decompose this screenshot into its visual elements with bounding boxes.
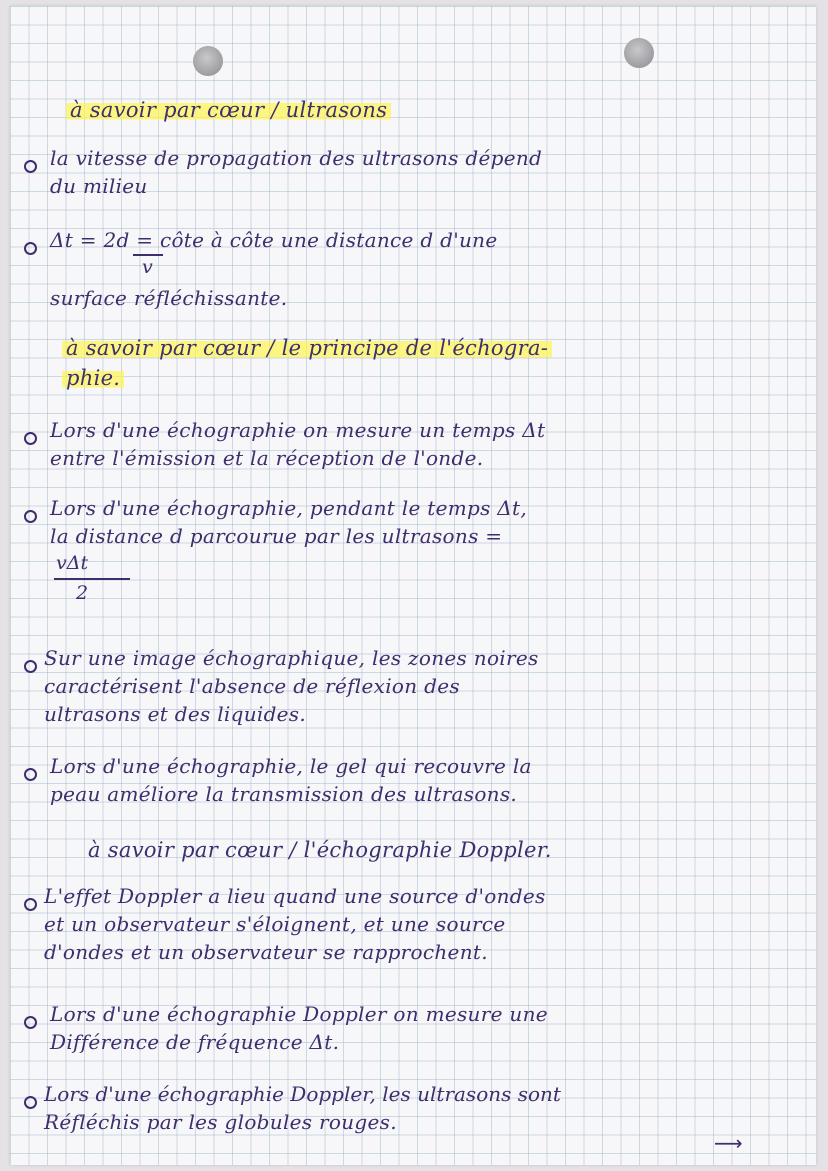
formula-line: Δt = 2d = côte à côte une distance d d'une [50, 228, 498, 252]
note-line: entre l'émission et la réception de l'onde. [50, 446, 484, 470]
note-line: Lors d'une échographie on mesure un temps Δt [50, 418, 546, 442]
heading-principe: à savoir par cœur / le principe de l'échogra- [62, 336, 552, 360]
note-line: la vitesse de propagation des ultrasons dépend [50, 146, 543, 170]
heading-doppler: à savoir par cœur / l'échographie Doppler. [88, 838, 552, 862]
punch-hole-right [624, 38, 654, 68]
note-line: et un observateur s'éloignent, et une source [44, 912, 506, 936]
arrow-mark-icon: ⟶ [714, 1131, 743, 1155]
bullet-icon [24, 242, 37, 255]
note-line: surface réfléchissante. [50, 286, 288, 310]
note-line: Lors d'une échographie Doppler, les ultrasons sont [44, 1082, 561, 1106]
note-line: Lors d'une échographie, le gel qui recouvre la [50, 754, 532, 778]
bullet-icon [24, 160, 37, 173]
note-line: Différence de fréquence Δt. [50, 1030, 340, 1054]
bullet-icon [24, 510, 37, 523]
note-line: Sur une image échographique, les zones noires [44, 646, 539, 670]
note-line: L'effet Doppler a lieu quand une source d'ondes [44, 884, 546, 908]
bullet-icon [24, 1096, 37, 1109]
bullet-icon [24, 432, 37, 445]
note-line: du milieu [50, 174, 148, 198]
note-line: caractérisent l'absence de réflexion des [44, 674, 460, 698]
note-line: la distance d parcourue par les ultrasons = [50, 524, 503, 548]
fraction-denominator: 2 [76, 582, 89, 604]
heading-ultrasons: à savoir par cœur / ultrasons [66, 98, 391, 122]
fraction-numerator: vΔt [56, 552, 89, 574]
bullet-icon [24, 1016, 37, 1029]
note-line: peau améliore la transmission des ultrasons. [50, 782, 518, 806]
note-line: ultrasons et des liquides. [44, 702, 307, 726]
fraction-bar [54, 578, 130, 580]
heading-principe-cont: phie. [62, 366, 124, 390]
note-line: Réfléchis par les globules rouges. [44, 1110, 397, 1134]
bullet-icon [24, 768, 37, 781]
note-line: Lors d'une échographie Doppler on mesure une [50, 1002, 548, 1026]
bullet-icon [24, 660, 37, 673]
note-line: Lors d'une échographie, pendant le temps Δt, [50, 496, 528, 520]
punch-hole-left [193, 46, 223, 76]
notebook-page [10, 6, 816, 1165]
note-line: d'ondes et un observateur se rapprochent. [44, 940, 488, 964]
bullet-icon [24, 898, 37, 911]
fraction-denominator: v [142, 256, 153, 278]
